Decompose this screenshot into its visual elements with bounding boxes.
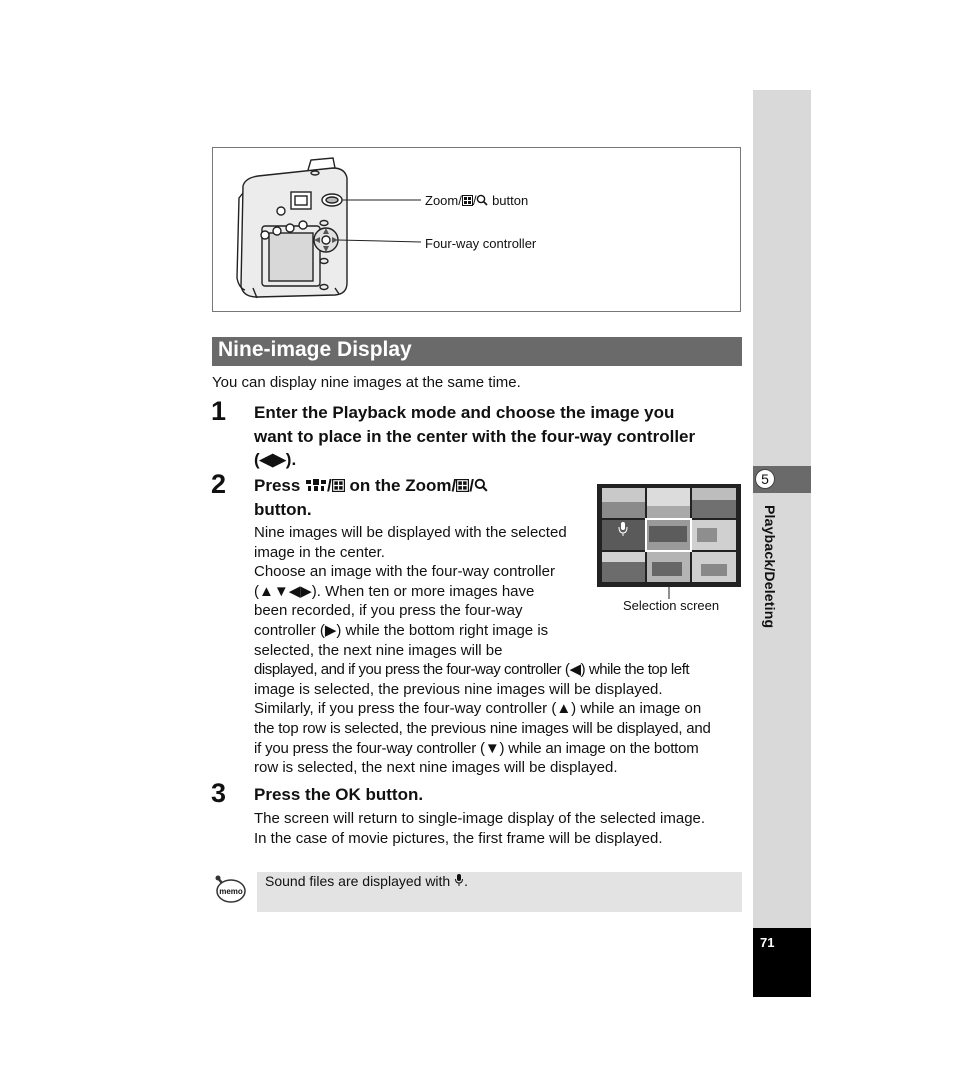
step-number: 1: [211, 396, 227, 426]
nine-image-icon: [456, 479, 469, 492]
selection-screen-caption: Selection screen: [623, 598, 720, 613]
chapter-title: Playback/Deleting: [762, 505, 778, 629]
magnify-icon: [476, 194, 488, 206]
body-line: Choose an image with the four-way controller: [254, 563, 555, 581]
body-line: the top row is selected, the previous nine images will be displayed, and: [254, 719, 711, 737]
step-heading-line: Enter the Playback mode and choose the image you: [254, 403, 675, 422]
memo-icon: [213, 873, 247, 905]
microphone-icon: [454, 873, 464, 887]
selection-screen-image: [597, 484, 741, 604]
body-line: displayed, and if you press the four-way controller (◀) while the top left: [254, 661, 690, 679]
step-body: [254, 809, 749, 848]
body-line: image is selected, the previous nine images will be displayed.: [254, 680, 663, 698]
step-number: 2: [211, 469, 227, 499]
step-heading-line: (◀▶).: [254, 450, 297, 469]
body-line: Similarly, if you press the four-way controller (▲) while an image on: [254, 700, 702, 718]
body-line: Nine images will be displayed with the selected: [254, 524, 567, 541]
body-line: image in the center.: [254, 543, 385, 561]
thumbnail-icon: [305, 478, 327, 492]
step-number: 3: [211, 778, 227, 808]
zoom-button-callout: Zoom/ / button: [425, 193, 529, 208]
step-heading-line: Press / on the Zoom/ /: [254, 474, 594, 498]
thumbnail-grid: [602, 488, 736, 582]
body-line: if you press the four-way controller (▼) while an image on the bottom: [254, 739, 699, 757]
step-heading-line: want to place in the center with the four-way controller: [254, 426, 696, 446]
step-heading-line: button.: [254, 499, 312, 519]
nine-image-icon: [332, 479, 345, 492]
memo-icon-label: memo: [219, 887, 243, 896]
body-line: row is selected, the next nine images will be displayed.: [254, 759, 618, 777]
body-line: controller (▶) while the bottom right image is: [254, 621, 549, 639]
body-line: (▲▼◀▶). When ten or more images have: [254, 582, 535, 600]
body-line: The screen will return to single-image display of the selected image.: [254, 810, 706, 827]
nine-image-icon: [462, 195, 473, 206]
chapter-number: 5: [755, 469, 775, 489]
camera-illustration: [213, 148, 740, 311]
body-line: been recorded, if you press the four-way: [254, 602, 523, 620]
magnify-icon: [474, 478, 488, 492]
step-heading: Press the OK button.: [254, 785, 424, 804]
body-line: selected, the next nine images will be: [254, 641, 503, 659]
body-line: In the case of movie pictures, the first frame will be displayed.: [254, 829, 663, 847]
memo-text: Sound files are displayed with .: [265, 873, 468, 889]
section-intro: You can display nine images at the same time.: [212, 374, 521, 391]
step-heading: [254, 474, 594, 521]
section-title: Nine-image Display: [218, 338, 412, 361]
four-way-controller-callout: Four-way controller: [425, 236, 537, 251]
step-heading: [254, 401, 695, 472]
page-number: 71: [760, 935, 775, 950]
